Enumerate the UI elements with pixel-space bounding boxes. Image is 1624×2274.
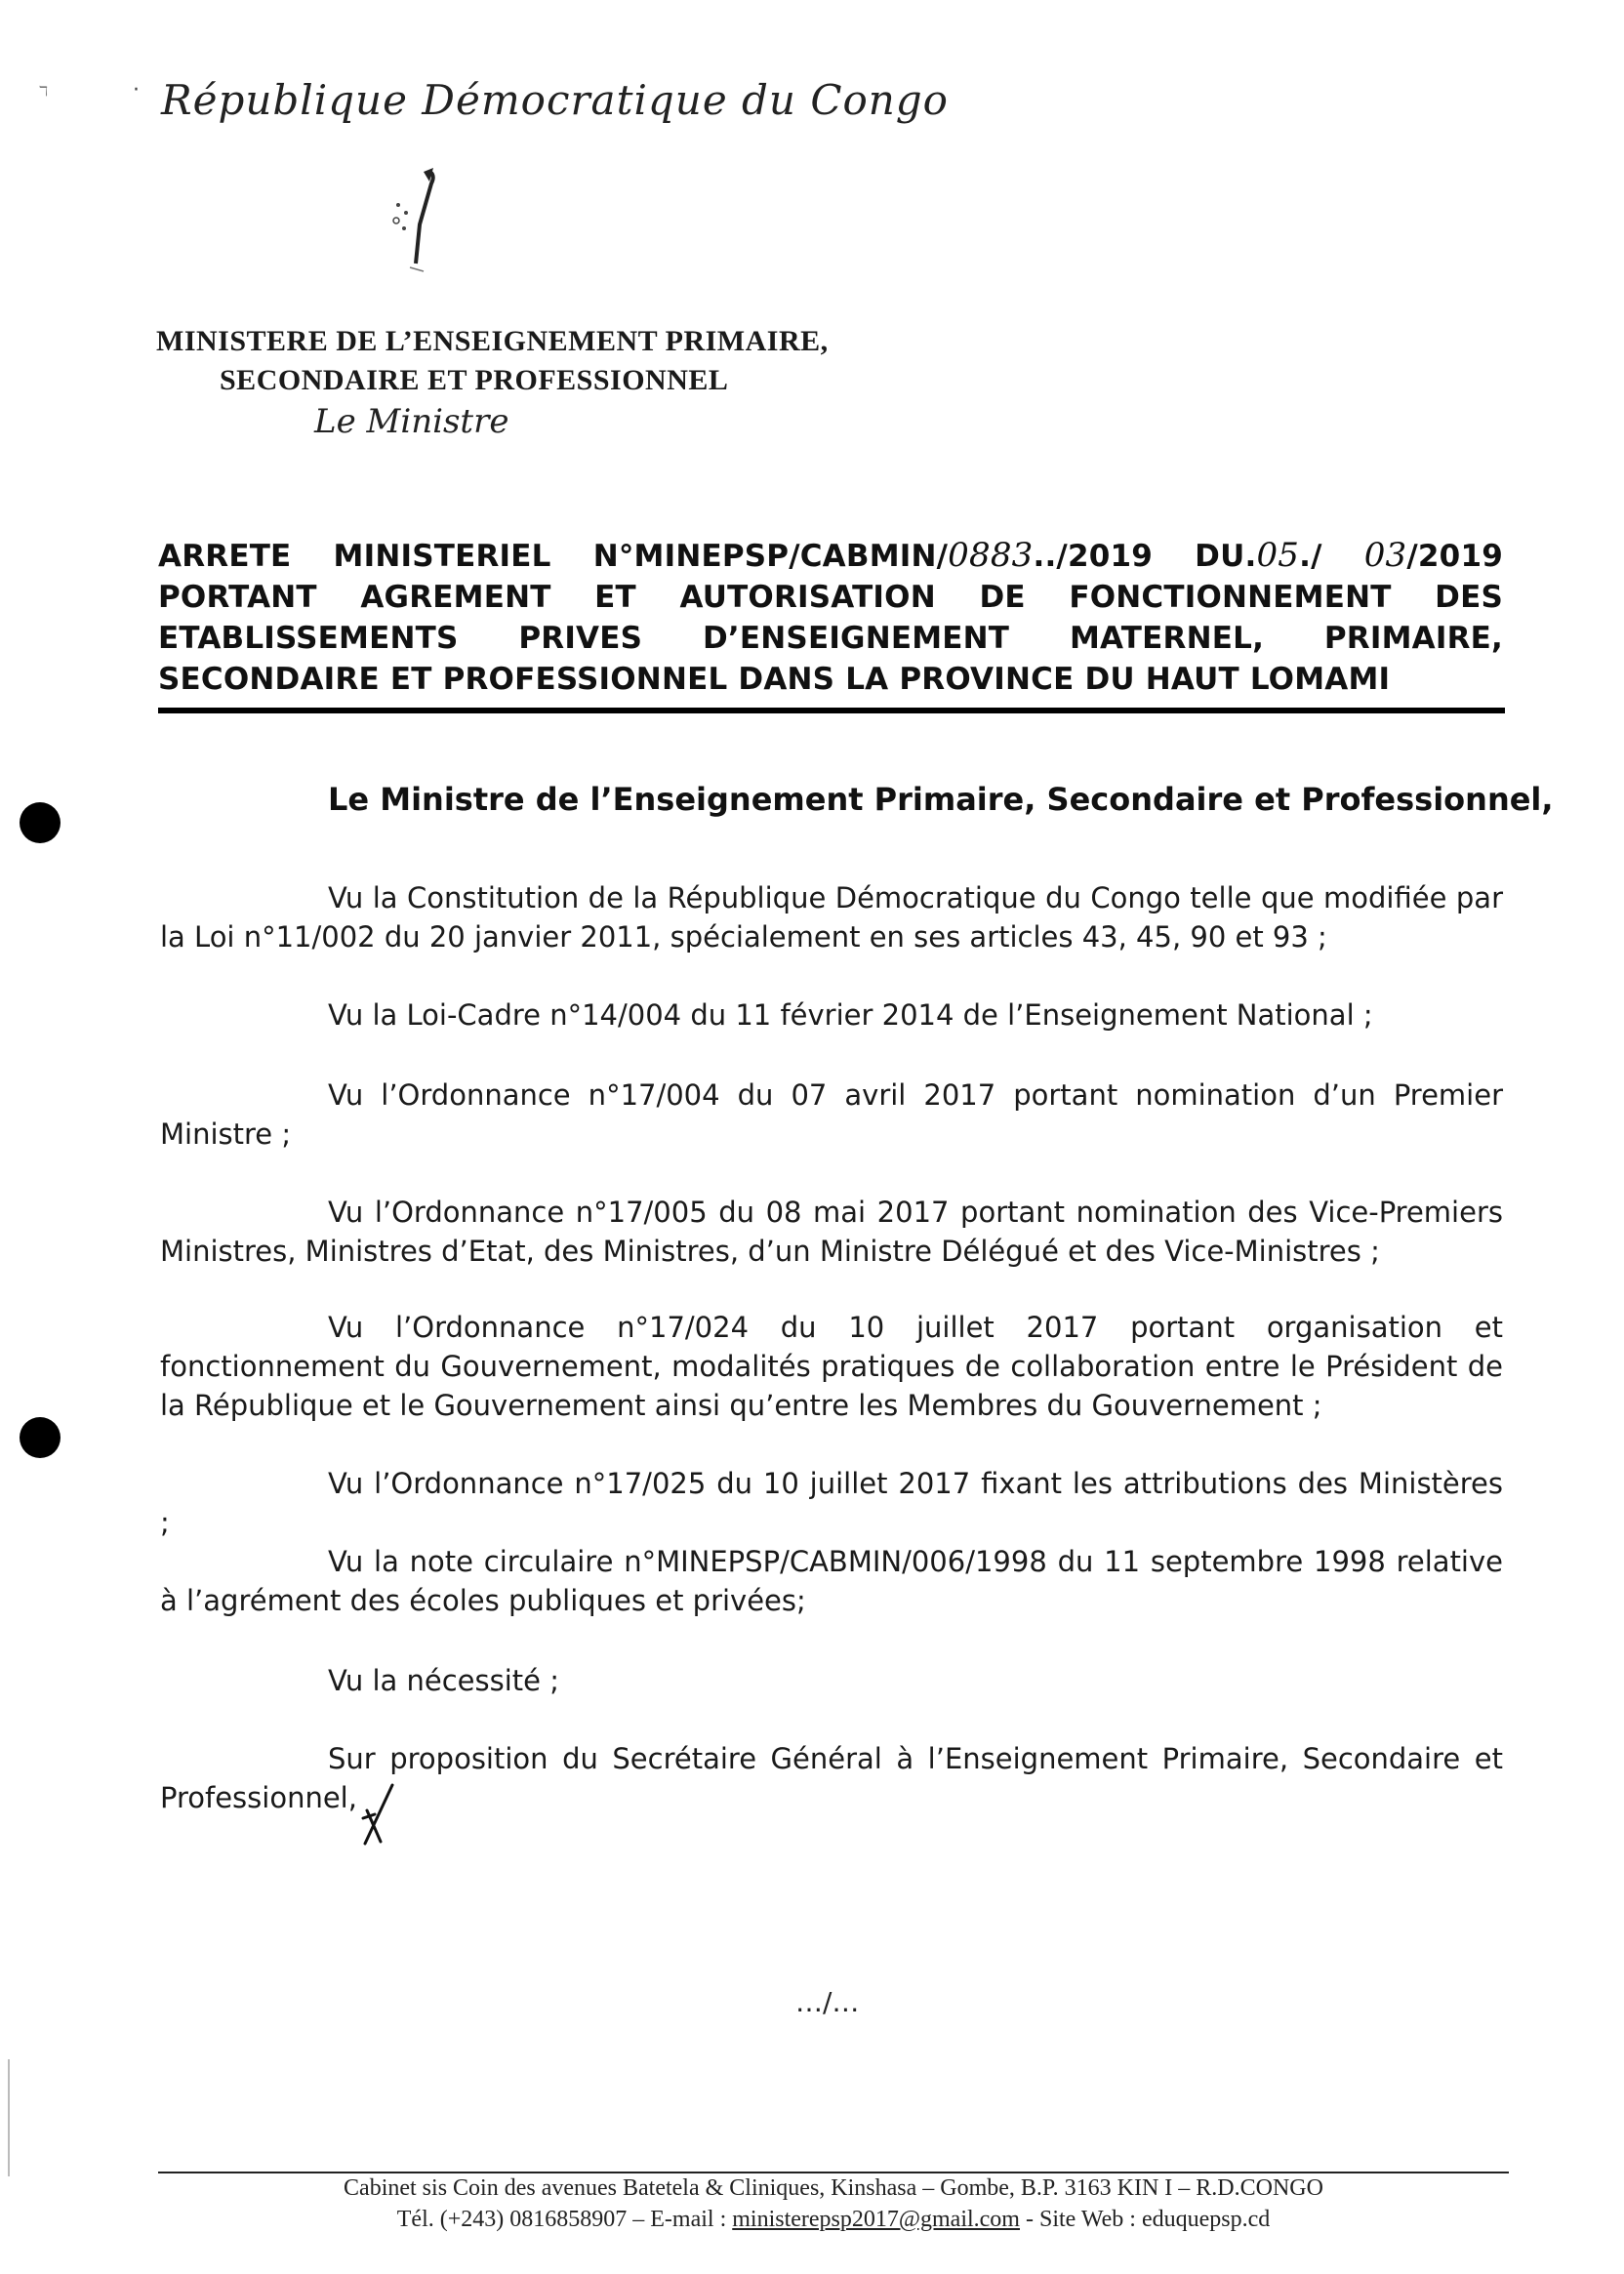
- scan-tick-mark: ·: [133, 78, 140, 102]
- decree-number-handwritten: 0883: [948, 536, 1034, 575]
- decree-year: /2019: [1406, 539, 1503, 574]
- decree-month-handwritten: 03: [1363, 536, 1407, 575]
- footer-contact: [158, 2204, 1509, 2235]
- ministry-line-2: SECONDAIRE ET PROFESSIONNEL: [220, 364, 729, 396]
- paragraph-loi-cadre: Vu la Loi-Cadre n°14/004 du 11 février 2014 de l’Enseignement National ;: [328, 998, 1373, 1032]
- paragraph-ordonnance-17-004: Vu l’Ordonnance n°17/004 du 07 avril 2017 portant nomination d’un Premier Ministre ;: [160, 1078, 1503, 1151]
- decree-title-line-3: ETABLISSEMENTS PRIVES D’ENSEIGNEMENT MATERNEL, PRIMAIRE,: [158, 621, 1503, 656]
- paragraph-note-circulaire: Vu la note circulaire n°MINEPSP/CABMIN/006/1998 du 11 septembre 1998 relative à l’agrément des écoles publiques et privées;: [160, 1545, 1503, 1617]
- footer-site-label: - Site Web :: [1019, 2207, 1142, 2232]
- punch-hole-top: [20, 802, 61, 843]
- footer-email-link[interactable]: ministerepsp2017@gmail.com: [732, 2207, 1020, 2232]
- decree-title: [158, 535, 1503, 700]
- ministry-line-1: MINISTERE DE L’ENSEIGNEMENT PRIMAIRE,: [156, 325, 829, 357]
- paragraph-proposition: Sur proposition du Secrétaire Général à l’Enseignement Primaire, Secondaire et Professionnel,: [160, 1742, 1503, 1814]
- footer: [158, 2172, 1509, 2235]
- decree-number-prefix: ARRETE MINISTERIEL N°MINEPSP/CABMIN/: [158, 539, 949, 574]
- paragraph-ordonnance-17-025: Vu l’Ordonnance n°17/025 du 10 juillet 2017 fixant les attributions des Ministères ;: [160, 1467, 1503, 1539]
- country-header: République Démocratique du Congo: [161, 76, 949, 124]
- footer-website: eduquepsp.cd: [1141, 2207, 1271, 2232]
- decree-date-separator: ./: [1299, 539, 1364, 574]
- scan-edge-line: [8, 2059, 10, 2176]
- decree-title-line-2: PORTANT AGREMENT ET AUTORISATION DE FONCTIONNEMENT DES: [158, 580, 1503, 615]
- scan-corner-mark: ℸ: [39, 84, 49, 100]
- decree-year-date: ../2019 DU.: [1033, 539, 1257, 574]
- office-signature-line: Le Ministre: [314, 402, 509, 441]
- page-continuation-mark: …/…: [795, 1986, 860, 2018]
- footer-telephone: Tél. (+243) 0816858907 – E-mail :: [396, 2207, 733, 2232]
- preamble-heading: Le Ministre de l’Enseignement Primaire, Secondaire et Professionnel,: [328, 781, 1554, 818]
- decree-title-line-1: [158, 535, 1503, 577]
- coat-of-arms-emblem: [381, 166, 449, 283]
- handwritten-initial-mark: [353, 1781, 402, 1849]
- footer-address: Cabinet sis Coin des avenues Batetela & Cliniques, Kinshasa – Gombe, B.P. 3163 KIN I – R.D.CONGO: [344, 2175, 1323, 2201]
- paragraph-necessite: Vu la nécessité ;: [328, 1664, 559, 1697]
- paragraph-ordonnance-17-005: Vu l’Ordonnance n°17/005 du 08 mai 2017 portant nomination des Vice-Premiers Ministres, Ministres d’Etat, des Ministres, d’un Ministre Délégué et des Vice-Ministres ;: [160, 1196, 1503, 1268]
- paragraph-ordonnance-17-024: Vu l’Ordonnance n°17/024 du 10 juillet 2017 portant organisation et fonctionnement du Gouvernement, modalités pratiques de collaboration entre le Président de la République et le Gouvernement ainsi qu’entre les Membres du Gouvernement ;: [160, 1311, 1503, 1422]
- ministry-name: [156, 322, 829, 400]
- paragraph-constitution: Vu la Constitution de la République Démocratique du Congo telle que modifiée par la Loi n°11/002 du 20 janvier 2011, spécialement en ses articles 43, 45, 90 et 93 ;: [160, 881, 1503, 954]
- decree-day-handwritten: 05: [1256, 536, 1300, 575]
- title-underline-rule: [158, 708, 1505, 713]
- punch-hole-bottom: [20, 1417, 61, 1458]
- decree-title-line-4: SECONDAIRE ET PROFESSIONNEL DANS LA PROVINCE DU HAUT LOMAMI: [158, 662, 1391, 697]
